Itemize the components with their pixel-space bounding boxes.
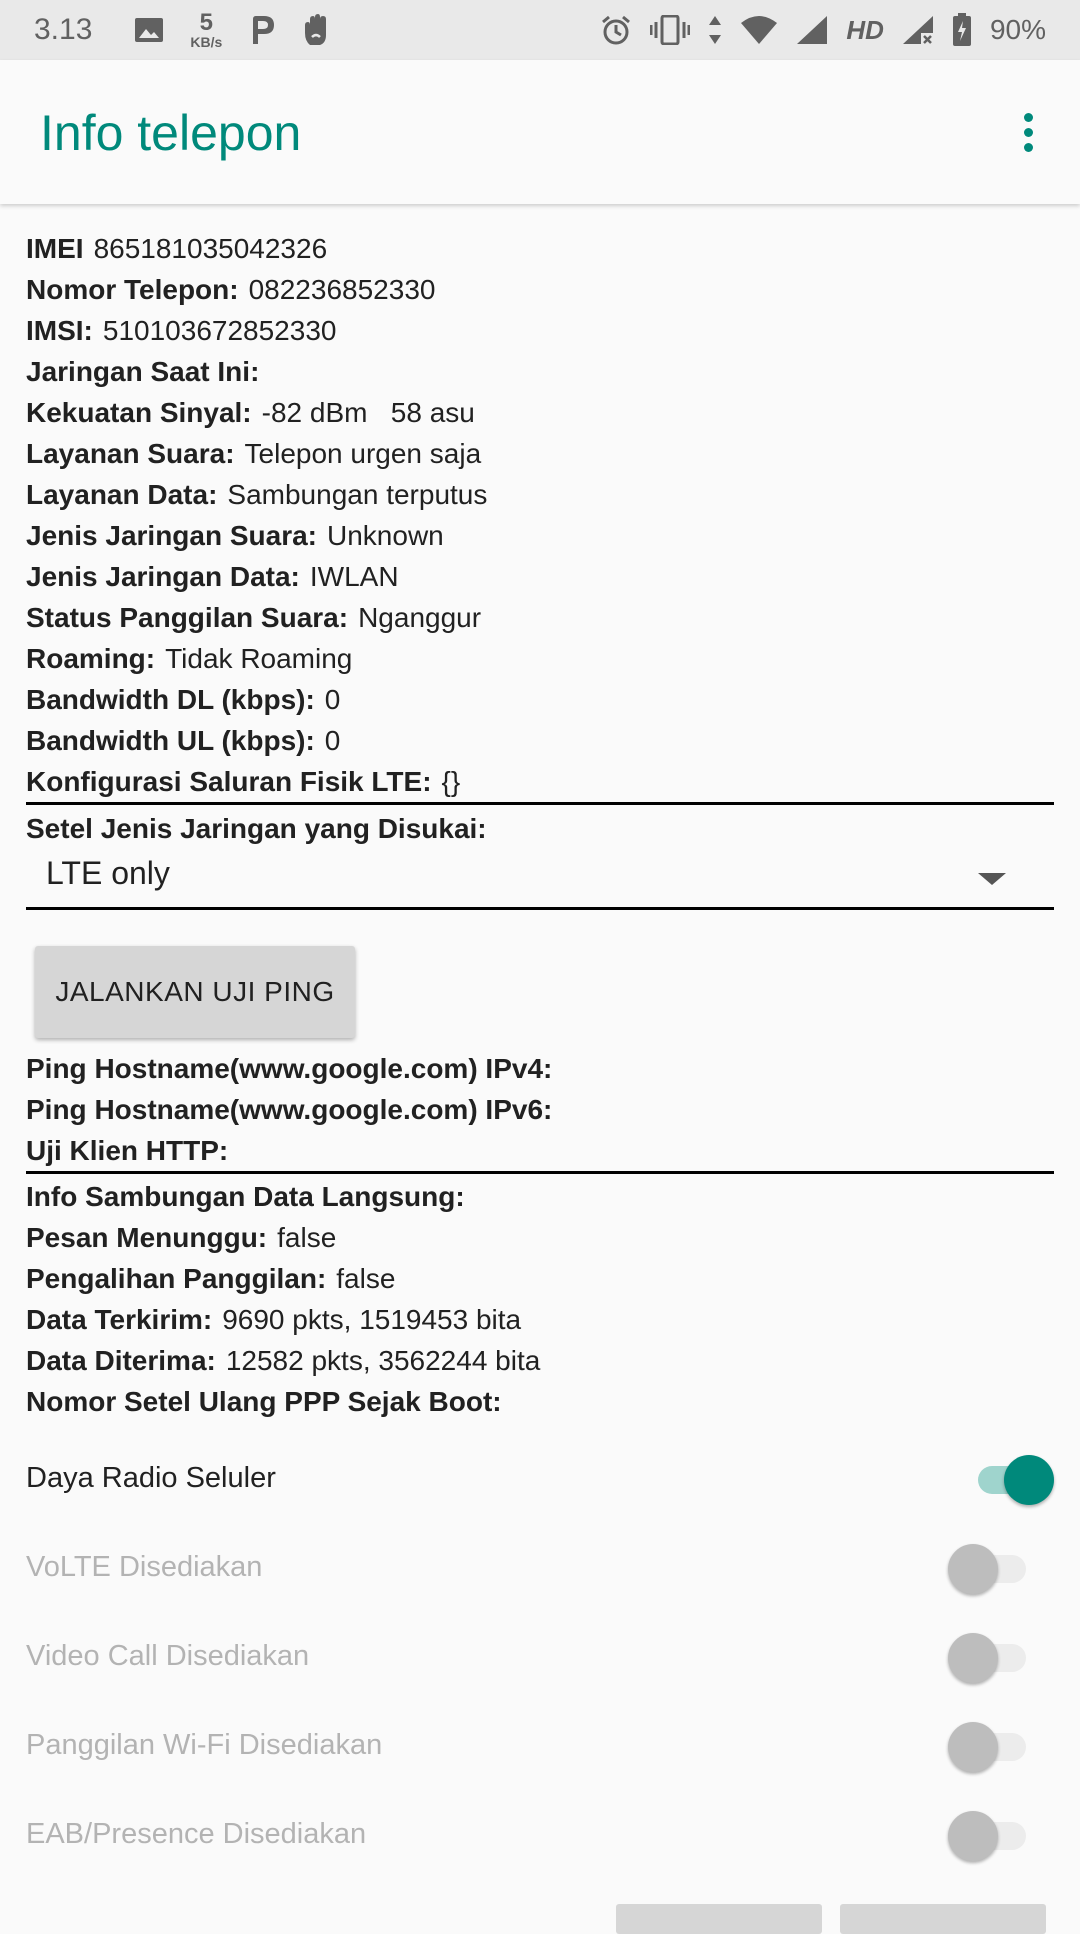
hand-icon	[302, 13, 332, 47]
info-value: 082236852330	[248, 274, 436, 305]
network-speed	[190, 11, 222, 49]
network-speed-unit: KB/s	[190, 34, 223, 50]
info-key: Kekuatan Sinyal:	[26, 397, 252, 428]
info-key: Pengalihan Panggilan:	[26, 1263, 327, 1294]
info-key: Info Sambungan Data Langsung:	[26, 1181, 465, 1212]
info-value: 12582 pkts, 3562244 bita	[225, 1345, 541, 1376]
data-row-call-forwarding	[26, 1258, 1054, 1299]
info-row-roaming	[26, 638, 1054, 679]
divider	[26, 1171, 1054, 1174]
info-key: Data Terkirim:	[26, 1304, 213, 1335]
info-value: 0	[324, 725, 341, 756]
info-value: {}	[441, 766, 461, 797]
battery-percent: 90%	[989, 14, 1046, 45]
info-key: Jenis Jaringan Suara:	[26, 520, 318, 551]
switch-label: Panggilan Wi-Fi Disediakan	[26, 1729, 383, 1761]
info-value: Tidak Roaming	[165, 643, 353, 674]
info-key: Pesan Menunggu:	[26, 1222, 268, 1253]
data-info-list	[26, 1176, 1054, 1422]
eab-presence-provisioned-toggle[interactable]	[952, 1806, 1036, 1866]
overflow-menu-button[interactable]	[998, 102, 1058, 162]
vibrate-icon	[650, 15, 690, 45]
info-key: Ping Hostname(www.google.com) IPv6:	[26, 1094, 553, 1125]
info-row-phone-number	[26, 269, 1054, 310]
status-bar-left	[34, 0, 358, 60]
info-key: IMSI:	[26, 315, 93, 346]
battery-charging-icon	[952, 13, 972, 47]
info-value: Unknown	[327, 520, 444, 551]
signal-x-icon	[902, 15, 934, 45]
overflow-dot	[1024, 113, 1033, 122]
ping-row-http-client	[26, 1130, 1054, 1171]
info-list	[26, 228, 1054, 802]
data-row-live-connection	[26, 1176, 1054, 1217]
info-key: Jenis Jaringan Data:	[26, 561, 300, 592]
switch-label: EAB/Presence Disediakan	[26, 1818, 367, 1850]
alarm-icon	[600, 14, 632, 46]
info-value: Sambungan terputus	[227, 479, 488, 510]
toggle-thumb	[1004, 1455, 1054, 1505]
info-key: Layanan Data:	[26, 479, 218, 510]
switch-label: Video Call Disediakan	[26, 1640, 310, 1672]
toggle-thumb	[948, 1633, 998, 1683]
volte-provisioned-toggle[interactable]	[952, 1539, 1036, 1599]
switch-row-mobile-radio-power[interactable]	[26, 1450, 1054, 1510]
mobile-radio-power-toggle[interactable]	[970, 1450, 1054, 1510]
info-row-data-service	[26, 474, 1054, 515]
switch-label: Daya Radio Seluler	[26, 1462, 276, 1494]
phone-info-content	[26, 228, 1054, 1422]
bottom-button-left[interactable]	[616, 1904, 822, 1934]
run-ping-test-button[interactable]: JALANKAN UJI PING	[35, 946, 355, 1038]
data-row-data-sent	[26, 1299, 1054, 1340]
status-bar	[0, 0, 1080, 60]
preferred-network-value: LTE only	[46, 855, 170, 891]
preferred-network-dropdown[interactable]	[26, 851, 1054, 910]
switch-label: VoLTE Disediakan	[26, 1551, 263, 1583]
info-value: -82 dBm 58 asu	[261, 397, 475, 428]
info-row-voice-service	[26, 433, 1054, 474]
hd-indicator: HD	[846, 14, 884, 45]
data-arrows-icon	[708, 15, 722, 45]
overflow-dot	[1024, 128, 1033, 137]
data-row-data-received	[26, 1340, 1054, 1381]
wifi-calling-provisioned-toggle[interactable]	[952, 1717, 1036, 1777]
info-row-bandwidth-dl	[26, 679, 1054, 720]
info-value: 865181035042326	[93, 233, 328, 264]
info-value: 510103672852330	[102, 315, 337, 346]
info-key: Jaringan Saat Ini:	[26, 356, 260, 387]
info-row-signal-strength	[26, 392, 1054, 433]
overflow-dot	[1024, 143, 1033, 152]
info-row-voice-network-type	[26, 515, 1054, 556]
info-value: 9690 pkts, 1519453 bita	[222, 1304, 522, 1335]
info-key: Ping Hostname(www.google.com) IPv4:	[26, 1053, 553, 1084]
info-key: Bandwidth UL (kbps):	[26, 725, 315, 756]
page-title: Info telepon	[40, 105, 302, 161]
info-key: Bandwidth DL (kbps):	[26, 684, 315, 715]
video-call-provisioned-toggle[interactable]	[952, 1628, 1036, 1688]
info-key: Nomor Telepon:	[26, 274, 239, 305]
info-row-imsi	[26, 310, 1054, 351]
switch-row-eab-presence-provisioned[interactable]	[26, 1806, 1054, 1866]
ping-row-ipv6	[26, 1089, 1054, 1130]
data-row-ppp-reset	[26, 1381, 1054, 1422]
app-bar	[0, 60, 1080, 204]
info-row-voice-call-status	[26, 597, 1054, 638]
info-value: Telepon urgen saja	[244, 438, 482, 469]
info-key: Konfigurasi Saluran Fisik LTE:	[26, 766, 432, 797]
info-key: Layanan Suara:	[26, 438, 235, 469]
status-time: 3.13	[34, 13, 93, 46]
info-value: false	[277, 1222, 337, 1253]
ping-row-ipv4	[26, 1048, 1054, 1089]
dropdown-arrow-icon	[978, 873, 1006, 885]
toggle-thumb	[948, 1811, 998, 1861]
info-key: Nomor Setel Ulang PPP Sejak Boot:	[26, 1386, 502, 1417]
info-row-imei	[26, 228, 1054, 269]
switch-row-wifi-calling-provisioned[interactable]	[26, 1717, 1054, 1777]
info-key: IMEI	[26, 233, 84, 264]
info-value: IWLAN	[309, 561, 399, 592]
info-value: false	[336, 1263, 396, 1294]
toggle-thumb	[948, 1544, 998, 1594]
divider	[26, 802, 1054, 805]
switch-row-video-call-provisioned[interactable]	[26, 1628, 1054, 1688]
status-bar-right	[600, 0, 1046, 60]
image-icon	[134, 17, 164, 43]
ping-info-list	[26, 1048, 1054, 1171]
switch-row-volte-provisioned[interactable]	[26, 1539, 1054, 1599]
info-value: Nganggur	[358, 602, 482, 633]
info-value: 0	[324, 684, 341, 715]
parking-icon	[248, 15, 276, 45]
info-key: Data Diterima:	[26, 1345, 216, 1376]
info-key: Status Panggilan Suara:	[26, 602, 349, 633]
toggle-thumb	[948, 1722, 998, 1772]
info-key: Uji Klien HTTP:	[26, 1135, 229, 1166]
wifi-icon	[740, 15, 778, 45]
info-row-current-network	[26, 351, 1054, 392]
preferred-network-label: Setel Jenis Jaringan yang Disukai:	[26, 813, 487, 844]
data-row-message-waiting	[26, 1217, 1054, 1258]
info-row-data-network-type	[26, 556, 1054, 597]
signal-icon	[796, 15, 828, 45]
info-key: Roaming:	[26, 643, 156, 674]
info-row-bandwidth-ul	[26, 720, 1054, 761]
network-speed-value: 5	[199, 9, 214, 36]
bottom-button-right[interactable]	[840, 1904, 1046, 1934]
info-row-lte-physical-channel	[26, 761, 1054, 802]
